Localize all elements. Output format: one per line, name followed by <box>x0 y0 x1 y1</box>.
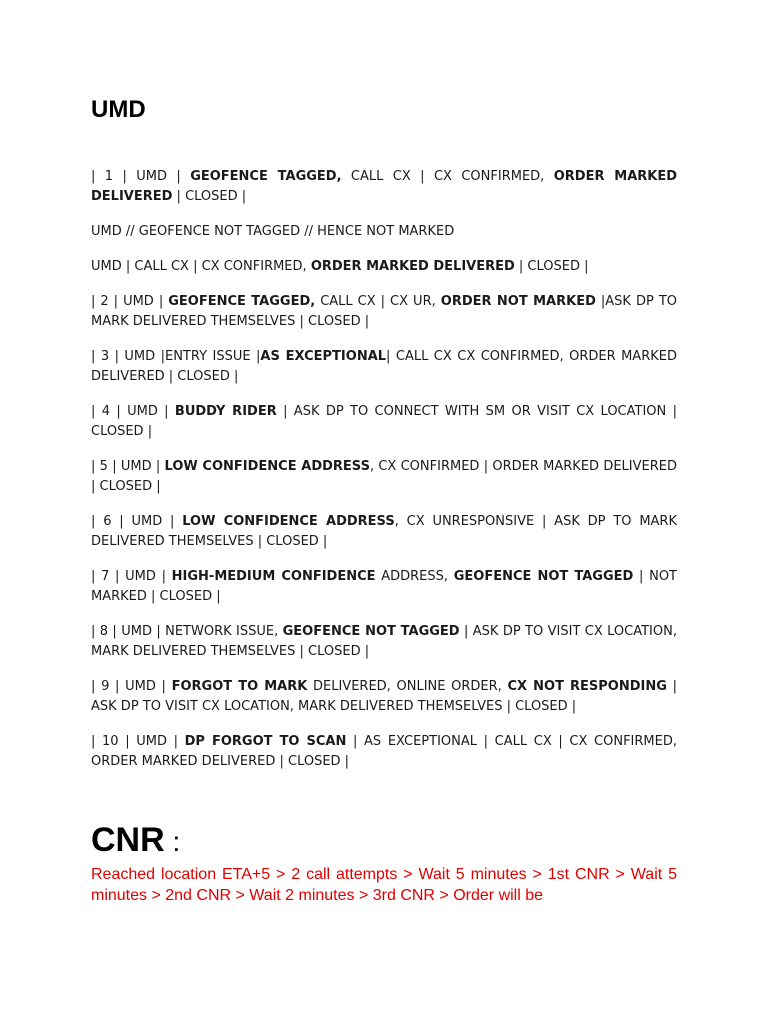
entry-text: DELIVERED, ONLINE ORDER, <box>307 679 508 694</box>
entry-text: | CLOSED | <box>172 189 247 204</box>
entry-text: CALL CX | CX CONFIRMED, <box>341 169 554 184</box>
umd-entry <box>91 257 677 277</box>
umd-entry <box>91 347 677 387</box>
entry-text: | AS EXCEPTIONAL | CALL CX | CX CONFIRMED, ORDER MARKED DELIVERED | CLOSED | <box>91 734 677 769</box>
umd-entries-list <box>91 167 677 787</box>
umd-entry <box>91 622 677 662</box>
entry-bold-text: HIGH-MEDIUM CONFIDENCE <box>171 569 376 584</box>
entry-text: ADDRESS, <box>375 569 454 584</box>
entry-bold-text: DP FORGOT TO SCAN <box>184 734 347 749</box>
entry-text: | 6 | UMD | <box>91 514 183 529</box>
entry-bold-text: BUDDY RIDER <box>174 404 277 419</box>
umd-entry <box>91 677 677 717</box>
umd-entry <box>91 457 677 497</box>
entry-text: CALL CX | CX UR, <box>315 294 441 309</box>
umd-entry <box>91 512 677 552</box>
entry-bold-text: ORDER NOT MARKED <box>440 294 596 309</box>
entry-bold-text: GEOFENCE TAGGED, <box>190 169 342 184</box>
entry-text: | 2 | UMD | <box>91 294 169 309</box>
entry-bold-text: FORGOT TO MARK <box>171 679 308 694</box>
entry-text: | 10 | UMD | <box>91 734 185 749</box>
umd-entry <box>91 222 677 242</box>
entry-text: | ASK DP TO VISIT CX LOCATION, MARK DELIVERED THEMSELVES | CLOSED | <box>91 624 677 659</box>
umd-entry <box>91 402 677 442</box>
cnr-heading-text: CNR <box>91 821 165 859</box>
entry-text: | 8 | UMD | NETWORK ISSUE, <box>91 624 283 639</box>
umd-entry <box>91 567 677 607</box>
entry-text: | 9 | UMD | <box>91 679 172 694</box>
entry-text: |ASK DP TO MARK DELIVERED THEMSELVES | CLOSED | <box>91 294 678 329</box>
entry-bold-text: LOW CONFIDENCE ADDRESS <box>164 459 370 474</box>
entry-bold-text: ORDER MARKED DELIVERED <box>310 259 515 274</box>
entry-bold-text: GEOFENCE TAGGED, <box>168 294 316 309</box>
entry-text: | 4 | UMD | <box>91 404 175 419</box>
entry-text: , CX UNRESPONSIVE | ASK DP TO MARK DELIVERED THEMSELVES | CLOSED | <box>91 514 677 549</box>
entry-text: | ASK DP TO VISIT CX LOCATION, MARK DELIVERED THEMSELVES | CLOSED | <box>91 679 677 714</box>
entry-bold-text: CX NOT RESPONDING <box>507 679 667 694</box>
entry-text: | 1 | UMD | <box>91 169 191 184</box>
entry-text: | 5 | UMD | <box>91 459 165 474</box>
entry-text: | CLOSED | <box>514 259 589 274</box>
entry-text: | ASK DP TO CONNECT WITH SM OR VISIT CX LOCATION | CLOSED | <box>91 404 677 439</box>
cnr-heading-colon: : <box>164 826 181 857</box>
entry-text: UMD | CALL CX | CX CONFIRMED, <box>91 259 311 274</box>
entry-bold-text: LOW CONFIDENCE ADDRESS <box>182 514 395 529</box>
entry-text: | 7 | UMD | <box>91 569 172 584</box>
umd-entry <box>91 292 677 332</box>
entry-text: , CX CONFIRMED | ORDER MARKED DELIVERED | CLOSED | <box>91 459 677 494</box>
cnr-procedure-text: Reached location ETA+5 > 2 call attempts > Wait 5 minutes > 1st CNR > Wait 5 minutes > 2nd CNR > Wait 2 minutes > 3rd CNR > Order will be <box>91 866 677 904</box>
entry-text: UMD // GEOFENCE NOT TAGGED // HENCE NOT MARKED <box>91 224 455 239</box>
entry-bold-text: GEOFENCE NOT TAGGED <box>453 569 634 584</box>
umd-heading: UMD <box>91 96 146 123</box>
cnr-heading <box>91 820 180 862</box>
entry-bold-text: AS EXCEPTIONAL <box>260 349 387 364</box>
entry-bold-text: GEOFENCE NOT TAGGED <box>282 624 460 639</box>
umd-entry <box>91 167 677 207</box>
umd-entry <box>91 732 677 772</box>
entry-bold-text: ORDER MARKED DELIVERED <box>91 169 678 204</box>
entry-text: | NOT MARKED | CLOSED | <box>91 569 677 604</box>
entry-text: | CALL CX CX CONFIRMED, ORDER MARKED DELIVERED | CLOSED | <box>91 349 677 384</box>
entry-text: | 3 | UMD |ENTRY ISSUE | <box>91 349 261 364</box>
